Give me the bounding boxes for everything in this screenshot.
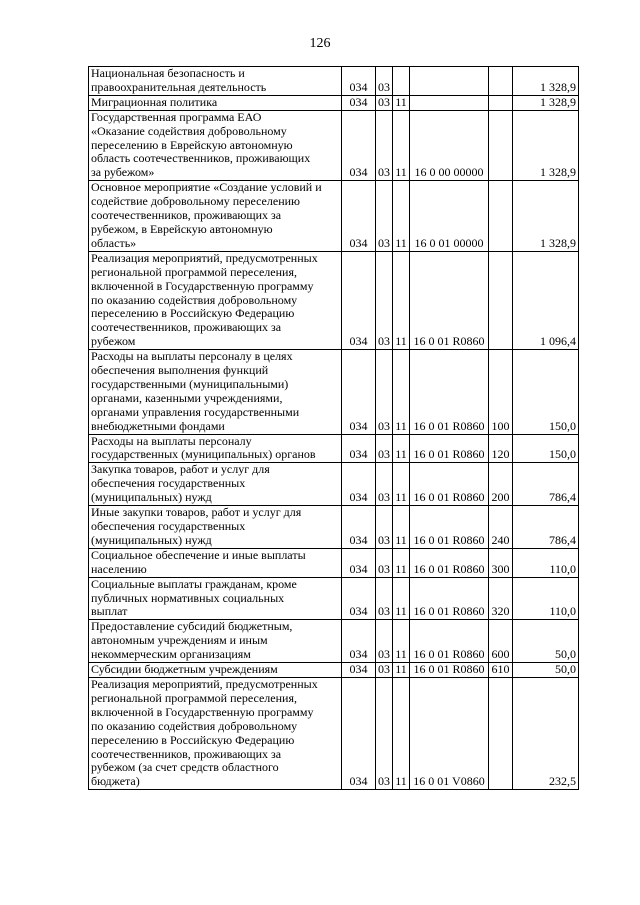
row-name: Расходы на выплаты персоналу государственных (муниципальных) органов <box>89 434 342 463</box>
section-code: 03 <box>376 620 393 663</box>
expense-type-code <box>489 677 513 789</box>
subsection-code: 11 <box>393 577 410 620</box>
grbs-code: 034 <box>342 95 376 110</box>
row-name: Реализация мероприятий, предусмотренных региональной программой переселения, включенной в Государственную программу по оказанию содействия добровольному переселению в Российскую Федерацию соотечественников, проживающих за рубежом <box>89 251 342 349</box>
amount: 1 328,9 <box>513 67 579 96</box>
amount: 786,4 <box>513 506 579 549</box>
table-row <box>89 181 579 252</box>
expense-type-code <box>489 181 513 252</box>
subsection-code: 11 <box>393 548 410 577</box>
row-name: Национальная безопасность и правоохранительная деятельность <box>89 67 342 96</box>
row-name: Миграционная политика <box>89 95 342 110</box>
table-row <box>89 95 579 110</box>
row-name: Социальные выплаты гражданам, кроме публичных нормативных социальных выплат <box>89 577 342 620</box>
expense-type-code: 120 <box>489 434 513 463</box>
subsection-code: 11 <box>393 350 410 434</box>
target-article-code: 16 0 01 00000 <box>410 181 489 252</box>
target-article-code: 16 0 01 R0860 <box>410 577 489 620</box>
table-row <box>89 434 579 463</box>
amount: 50,0 <box>513 663 579 678</box>
section-code: 03 <box>376 251 393 349</box>
section-code: 03 <box>376 506 393 549</box>
expense-type-code: 240 <box>489 506 513 549</box>
row-name: Реализация мероприятий, предусмотренных региональной программой переселения, включенной в Государственную программу по оказанию содействия добровольному переселению в Российскую Федерацию соотечественников, проживающих за рубежом (за счет средств областного бюджета) <box>89 677 342 789</box>
target-article-code: 16 0 01 R0860 <box>410 463 489 506</box>
subsection-code: 11 <box>393 663 410 678</box>
grbs-code: 034 <box>342 663 376 678</box>
section-code: 03 <box>376 663 393 678</box>
grbs-code: 034 <box>342 251 376 349</box>
section-code: 03 <box>376 463 393 506</box>
table-row <box>89 663 579 678</box>
expense-type-code: 320 <box>489 577 513 620</box>
row-name: Государственная программа ЕАО «Оказание содействия добровольному переселению в Еврейскую автономную область соотечественников, проживающих за рубежом» <box>89 110 342 181</box>
table-row <box>89 620 579 663</box>
amount: 110,0 <box>513 577 579 620</box>
budget-table <box>88 66 579 790</box>
target-article-code: 16 0 01 R0860 <box>410 434 489 463</box>
expense-type-code <box>489 95 513 110</box>
grbs-code: 034 <box>342 548 376 577</box>
grbs-code: 034 <box>342 181 376 252</box>
amount: 110,0 <box>513 548 579 577</box>
subsection-code <box>393 67 410 96</box>
amount: 50,0 <box>513 620 579 663</box>
amount: 1 096,4 <box>513 251 579 349</box>
table-row <box>89 350 579 434</box>
target-article-code <box>410 67 489 96</box>
table-row <box>89 463 579 506</box>
amount: 1 328,9 <box>513 95 579 110</box>
target-article-code: 16 0 00 00000 <box>410 110 489 181</box>
grbs-code: 034 <box>342 506 376 549</box>
grbs-code: 034 <box>342 434 376 463</box>
budget-table-body <box>89 67 579 790</box>
section-code: 03 <box>376 677 393 789</box>
grbs-code: 034 <box>342 463 376 506</box>
table-row <box>89 577 579 620</box>
amount: 150,0 <box>513 350 579 434</box>
amount: 232,5 <box>513 677 579 789</box>
subsection-code: 11 <box>393 506 410 549</box>
row-name: Основное мероприятие «Создание условий и содействие добровольному переселению соотечественников, проживающих за рубежом, в Еврейскую автономную область» <box>89 181 342 252</box>
amount: 1 328,9 <box>513 110 579 181</box>
table-row <box>89 677 579 789</box>
section-code: 03 <box>376 67 393 96</box>
expense-type-code <box>489 110 513 181</box>
row-name: Социальное обеспечение и иные выплаты населению <box>89 548 342 577</box>
row-name: Закупка товаров, работ и услуг для обеспечения государственных (муниципальных) нужд <box>89 463 342 506</box>
subsection-code: 11 <box>393 677 410 789</box>
expense-type-code: 100 <box>489 350 513 434</box>
subsection-code: 11 <box>393 463 410 506</box>
amount: 150,0 <box>513 434 579 463</box>
expense-type-code: 600 <box>489 620 513 663</box>
amount: 786,4 <box>513 463 579 506</box>
expense-type-code <box>489 251 513 349</box>
section-code: 03 <box>376 181 393 252</box>
section-code: 03 <box>376 95 393 110</box>
grbs-code: 034 <box>342 677 376 789</box>
row-name: Предоставление субсидий бюджетным, автономным учреждениям и иным некоммерческим организациям <box>89 620 342 663</box>
subsection-code: 11 <box>393 95 410 110</box>
subsection-code: 11 <box>393 181 410 252</box>
expense-type-code: 610 <box>489 663 513 678</box>
target-article-code: 16 0 01 V0860 <box>410 677 489 789</box>
table-row <box>89 67 579 96</box>
row-name: Субсидии бюджетным учреждениям <box>89 663 342 678</box>
grbs-code: 034 <box>342 110 376 181</box>
section-code: 03 <box>376 548 393 577</box>
subsection-code: 11 <box>393 434 410 463</box>
target-article-code: 16 0 01 R0860 <box>410 506 489 549</box>
page-number: 126 <box>309 36 331 51</box>
expense-type-code: 200 <box>489 463 513 506</box>
target-article-code: 16 0 01 R0860 <box>410 663 489 678</box>
grbs-code: 034 <box>342 67 376 96</box>
target-article-code: 16 0 01 R0860 <box>410 548 489 577</box>
target-article-code: 16 0 01 R0860 <box>410 251 489 349</box>
target-article-code <box>410 95 489 110</box>
subsection-code: 11 <box>393 251 410 349</box>
section-code: 03 <box>376 110 393 181</box>
section-code: 03 <box>376 577 393 620</box>
target-article-code: 16 0 01 R0860 <box>410 350 489 434</box>
table-row <box>89 506 579 549</box>
row-name: Расходы на выплаты персоналу в целях обеспечения выполнения функций государственными (муниципальными) органами, казенными учреждениями, органами управления государственными внебюджетными фондами <box>89 350 342 434</box>
amount: 1 328,9 <box>513 181 579 252</box>
grbs-code: 034 <box>342 350 376 434</box>
subsection-code: 11 <box>393 620 410 663</box>
expense-type-code <box>489 67 513 96</box>
table-row <box>89 110 579 181</box>
expense-type-code: 300 <box>489 548 513 577</box>
section-code: 03 <box>376 350 393 434</box>
row-name: Иные закупки товаров, работ и услуг для обеспечения государственных (муниципальных) нужд <box>89 506 342 549</box>
target-article-code: 16 0 01 R0860 <box>410 620 489 663</box>
table-row <box>89 548 579 577</box>
subsection-code: 11 <box>393 110 410 181</box>
section-code: 03 <box>376 434 393 463</box>
grbs-code: 034 <box>342 577 376 620</box>
table-row <box>89 251 579 349</box>
grbs-code: 034 <box>342 620 376 663</box>
